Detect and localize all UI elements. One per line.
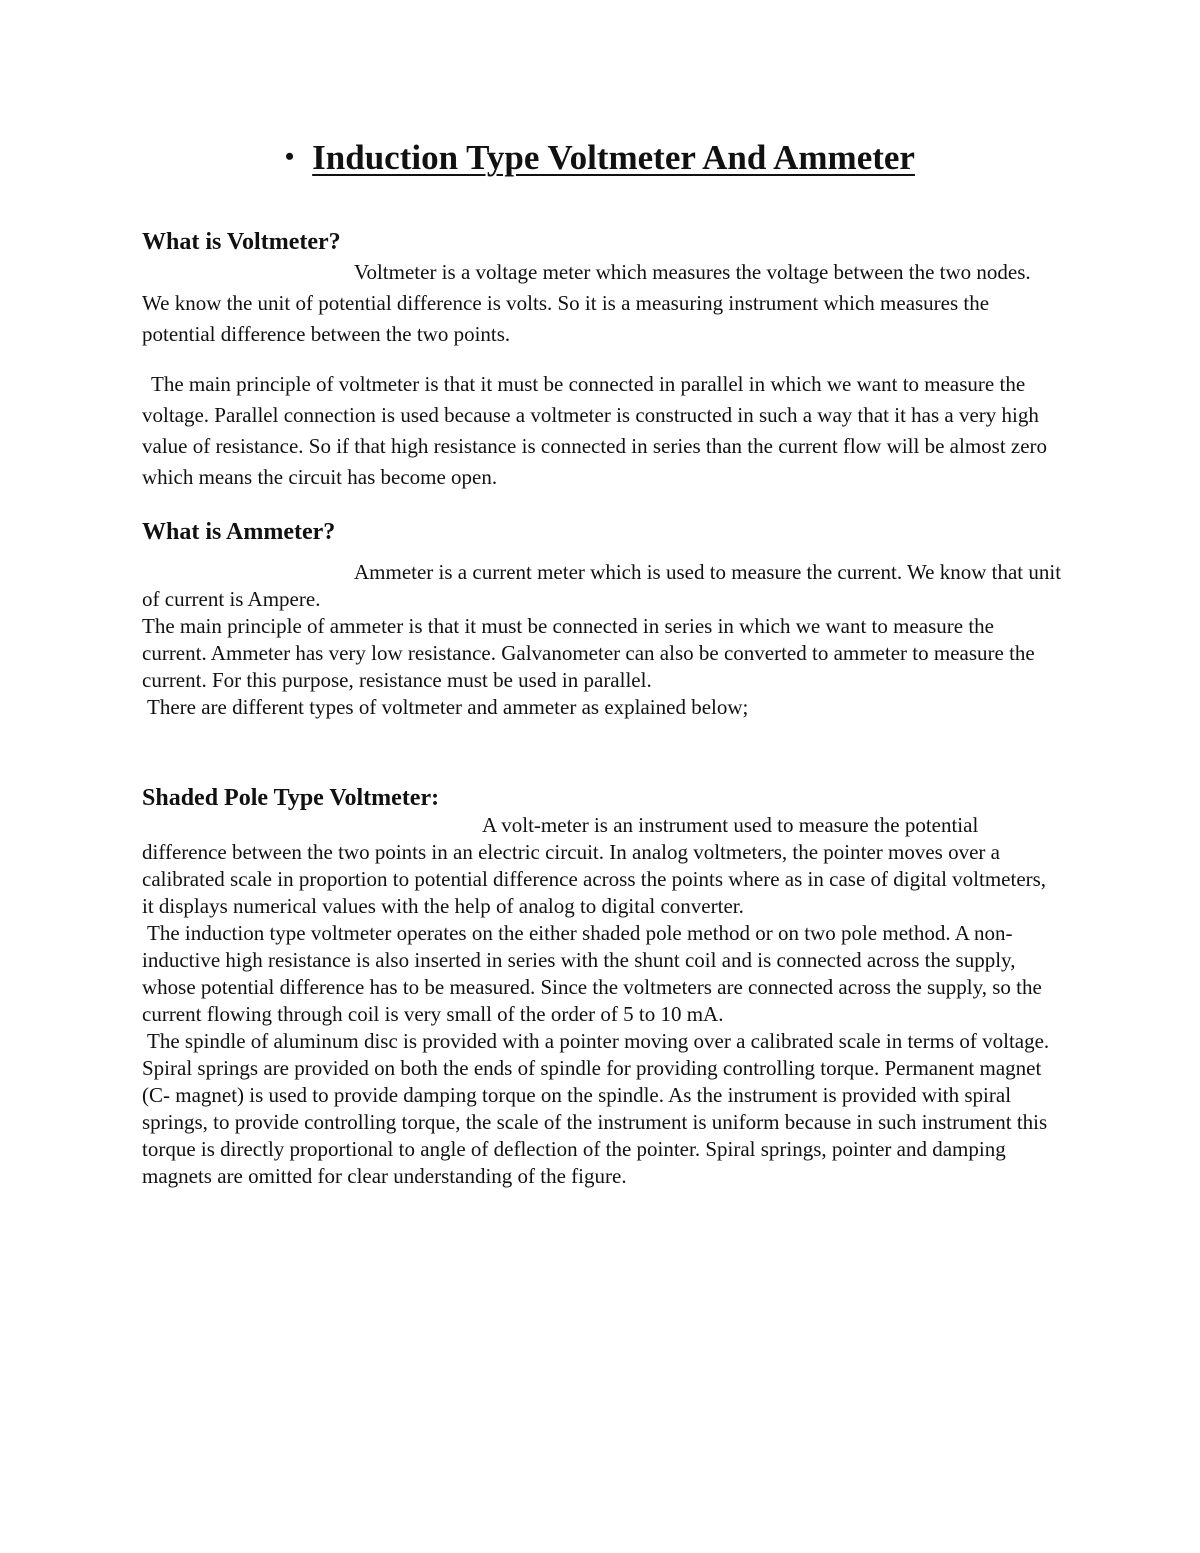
shaded-pole-paragraph-1: A volt-meter is an instrument used to measure the potential difference between the two points in an electric circuit. In analog voltmeters, the pointer moves over a calibrated scale in proportion to potential difference across the points where as in case of digital voltmeters, it displays numerical values with the help of analog to digital converter. (142, 813, 1047, 918)
ammeter-section (142, 518, 1062, 721)
shaded-pole-paragraph-2: The induction type voltmeter operates on the either shaded pole method or on two pole method. A non-inductive high resistance is also inserted in series with the shunt coil and is connected across the supply, whose potential difference has to be measured. Since the voltmeters are connected across the supply, so the current flowing through coil is very small of the order of 5 to 10 mA. (142, 921, 1042, 1026)
title-text: Induction Type Voltmeter And Ammeter (312, 138, 915, 177)
shaded-pole-heading: Shaded Pole Type Voltmeter: (142, 785, 440, 811)
voltmeter-paragraph-1: Voltmeter is a voltage meter which measures the voltage between the two nodes. We know the unit of potential difference is volts. So it is a measuring instrument which measures the potential difference between the two points. (142, 260, 1031, 346)
shaded-pole-paragraph-3: The spindle of aluminum disc is provided with a pointer moving over a calibrated scale in terms of voltage. Spiral springs are provided on both the ends of spindle for providing controlling torque. Permanent magnet (C- magnet) is used to provide damping torque on the spindle. As the instrument is provided with spiral springs, to provide controlling torque, the scale of the instrument is uniform because in such instrument this torque is directly proportional to angle of deflection of the pointer. Spiral springs, pointer and damping magnets are omitted for clear understanding of the figure. (142, 1029, 1050, 1188)
document-title (0, 138, 1200, 178)
voltmeter-heading: What is Voltmeter? (142, 229, 341, 255)
voltmeter-paragraph-2: The main principle of voltmeter is that it must be connected in parallel in which we want to measure the voltage. Parallel connection is used because a voltmeter is constructed in such a way that it has a very high value of resistance. So if that high resistance is connected in series than the current flow will be almost zero which means the circuit has become open. (142, 372, 1048, 489)
shaded-pole-section (142, 784, 1062, 1190)
voltmeter-section (142, 228, 1062, 350)
ammeter-paragraph-1: Ammeter is a current meter which is used to measure the current. We know that unit of current is Ampere. (142, 560, 1062, 611)
ammeter-paragraph-2: The main principle of ammeter is that it must be connected in series in which we want to measure the current. Ammeter has very low resistance. Galvanometer can also be converted to ammeter to measure the current. For this purpose, resistance must be used in parallel. (142, 614, 1035, 692)
title-bullet: • (285, 141, 295, 171)
ammeter-paragraph-3: There are different types of voltmeter and ammeter as explained below; (147, 695, 749, 719)
ammeter-heading: What is Ammeter? (142, 519, 336, 545)
voltmeter-principle-block (142, 369, 1062, 493)
